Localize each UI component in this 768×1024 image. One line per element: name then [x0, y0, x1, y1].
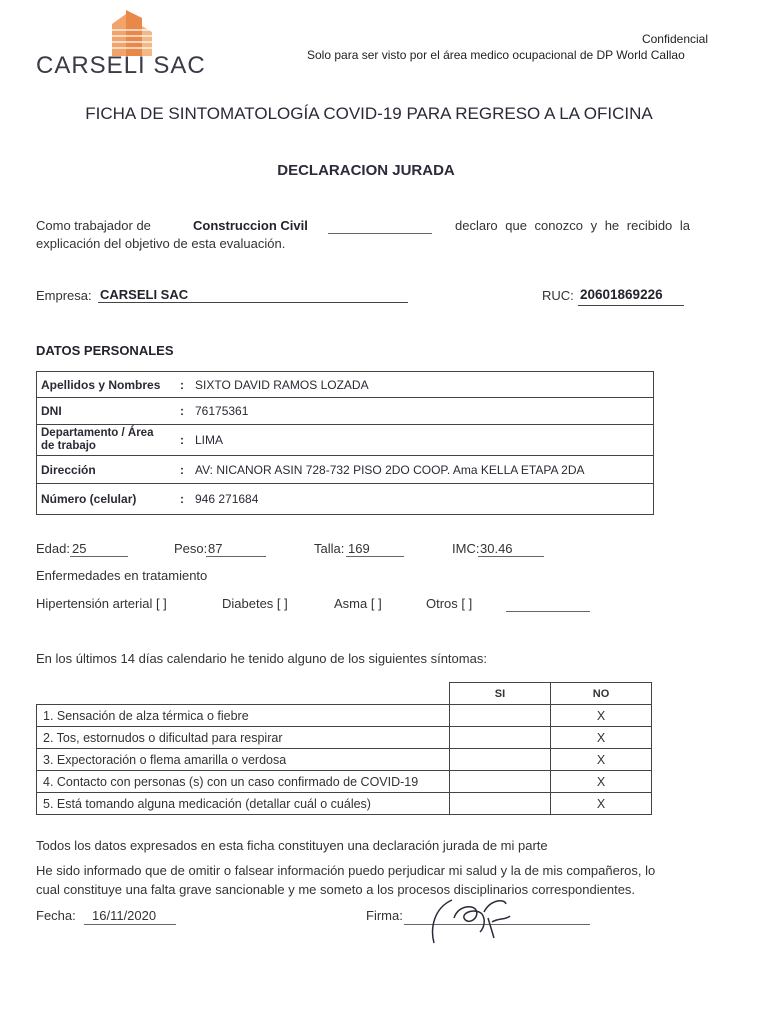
row-colon: : [173, 372, 191, 398]
disease-asma: Asma [ ] [334, 596, 382, 611]
intro-suffix: declaro que conozco y he recibido la [455, 218, 691, 233]
intro-trade: Construccion Civil [193, 218, 308, 233]
peso-value: 87 [208, 541, 223, 556]
row-colon: : [173, 484, 191, 515]
disease-hipertension: Hipertensión arterial [ ] [36, 596, 167, 611]
symptoms-header-row [37, 683, 652, 705]
symptom-row [37, 793, 652, 815]
personal-row [37, 484, 654, 515]
personal-row [37, 425, 654, 456]
otros-underline [506, 611, 590, 612]
footer-line1: Todos los datos expresados en esta ficha constituyen una declaración jurada de mi parte [36, 838, 548, 853]
ruc-label: RUC: [542, 288, 574, 303]
symptom-text: 4. Contacto con personas (s) con un caso confirmado de COVID-19 [37, 771, 450, 793]
row-colon: : [173, 398, 191, 425]
col-si: SI [450, 683, 551, 705]
ruc-underline [578, 305, 684, 306]
trade-underline [328, 233, 432, 234]
row-value: 76175361 [191, 398, 654, 425]
symptom-text: 5. Está tomando alguna medicación (detallar cuál o cuáles) [37, 793, 450, 815]
fecha-underline [84, 924, 176, 925]
building-logo-icon [104, 6, 156, 58]
company-label: Empresa: [36, 288, 92, 303]
symptoms-table [36, 682, 652, 815]
row-colon: : [173, 425, 191, 456]
row-colon: : [173, 456, 191, 484]
symptom-si [450, 705, 551, 727]
personal-data-table [36, 371, 654, 515]
row-label: Apellidos y Nombres [37, 372, 174, 398]
fecha-label: Fecha: [36, 908, 76, 923]
diseases-heading: Enfermedades en tratamiento [36, 568, 208, 583]
symptom-text: 1. Sensación de alza térmica o fiebre [37, 705, 450, 727]
talla-label: Talla: [314, 541, 345, 556]
handwritten-signature [424, 888, 524, 948]
row-value: AV: NICANOR ASIN 728-732 PISO 2DO COOP. Ama KELLA ETAPA 2DA [191, 456, 654, 484]
row-value: LIMA [191, 425, 654, 456]
personal-row [37, 372, 654, 398]
row-label: Departamento / Área de trabajo [37, 425, 174, 456]
imc-value: 30.46 [480, 541, 513, 556]
symptom-no: X [551, 727, 652, 749]
symptom-text: 2. Tos, estornudos o dificultad para respirar [37, 727, 450, 749]
symptom-text: 3. Expectoración o flema amarilla o verdosa [37, 749, 450, 771]
symptom-row [37, 749, 652, 771]
header-blank [37, 683, 450, 705]
firma-label: Firma: [366, 908, 403, 923]
symptom-row [37, 705, 652, 727]
footer-line3: cual constituye una falta grave sancionable y me someto a los procesos disciplinarios correspondientes. [36, 882, 636, 897]
row-value: 946 271684 [191, 484, 654, 515]
symptom-row [37, 771, 652, 793]
edad-underline [70, 556, 128, 557]
intro-prefix: Como trabajador de [36, 218, 151, 233]
symptom-si [450, 749, 551, 771]
confidential-note: Solo para ser visto por el área medico ocupacional de DP World Callao [307, 48, 685, 62]
symptom-row [37, 727, 652, 749]
row-value: SIXTO DAVID RAMOS LOZADA [191, 372, 654, 398]
peso-underline [206, 556, 266, 557]
symptom-si [450, 771, 551, 793]
disease-diabetes: Diabetes [ ] [222, 596, 288, 611]
personal-row [37, 398, 654, 425]
company-name: CARSELI SAC [100, 287, 189, 302]
col-no: NO [551, 683, 652, 705]
symptom-no: X [551, 705, 652, 727]
form-title: FICHA DE SINTOMATOLOGÍA COVID-19 PARA REGRESO A LA OFICINA [85, 104, 653, 123]
form-subtitle: DECLARACION JURADA [277, 162, 455, 179]
edad-value: 25 [72, 541, 87, 556]
row-label: Dirección [37, 456, 174, 484]
row-label: Número (celular) [37, 484, 174, 515]
symptom-no: X [551, 793, 652, 815]
talla-underline [346, 556, 404, 557]
edad-label: Edad: [36, 541, 70, 556]
imc-label: IMC: [452, 541, 480, 556]
ruc-value: 20601869226 [580, 287, 663, 302]
company-underline [98, 302, 408, 303]
imc-underline [478, 556, 544, 557]
symptom-si [450, 727, 551, 749]
personal-row [37, 456, 654, 484]
confidential-label: Confidencial [641, 32, 708, 46]
symptoms-intro: En los últimos 14 días calendario he tenido alguno de los siguientes síntomas: [36, 651, 487, 666]
symptom-no: X [551, 771, 652, 793]
personal-heading: DATOS PERSONALES [36, 343, 174, 358]
disease-otros: Otros [ ] [426, 596, 473, 611]
symptom-si [450, 793, 551, 815]
fecha-value: 16/11/2020 [92, 908, 157, 923]
talla-value: 169 [348, 541, 370, 556]
intro-line2: explicación del objetivo de esta evaluación. [36, 236, 286, 251]
company-logo-text: CARSELI SAC [36, 52, 206, 79]
row-label: DNI [37, 398, 174, 425]
footer-line2: He sido informado que de omitir o falsear información puedo perjudicar mi salud y la de mis compañeros, lo [36, 863, 656, 878]
symptom-no: X [551, 749, 652, 771]
peso-label: Peso: [174, 541, 208, 556]
